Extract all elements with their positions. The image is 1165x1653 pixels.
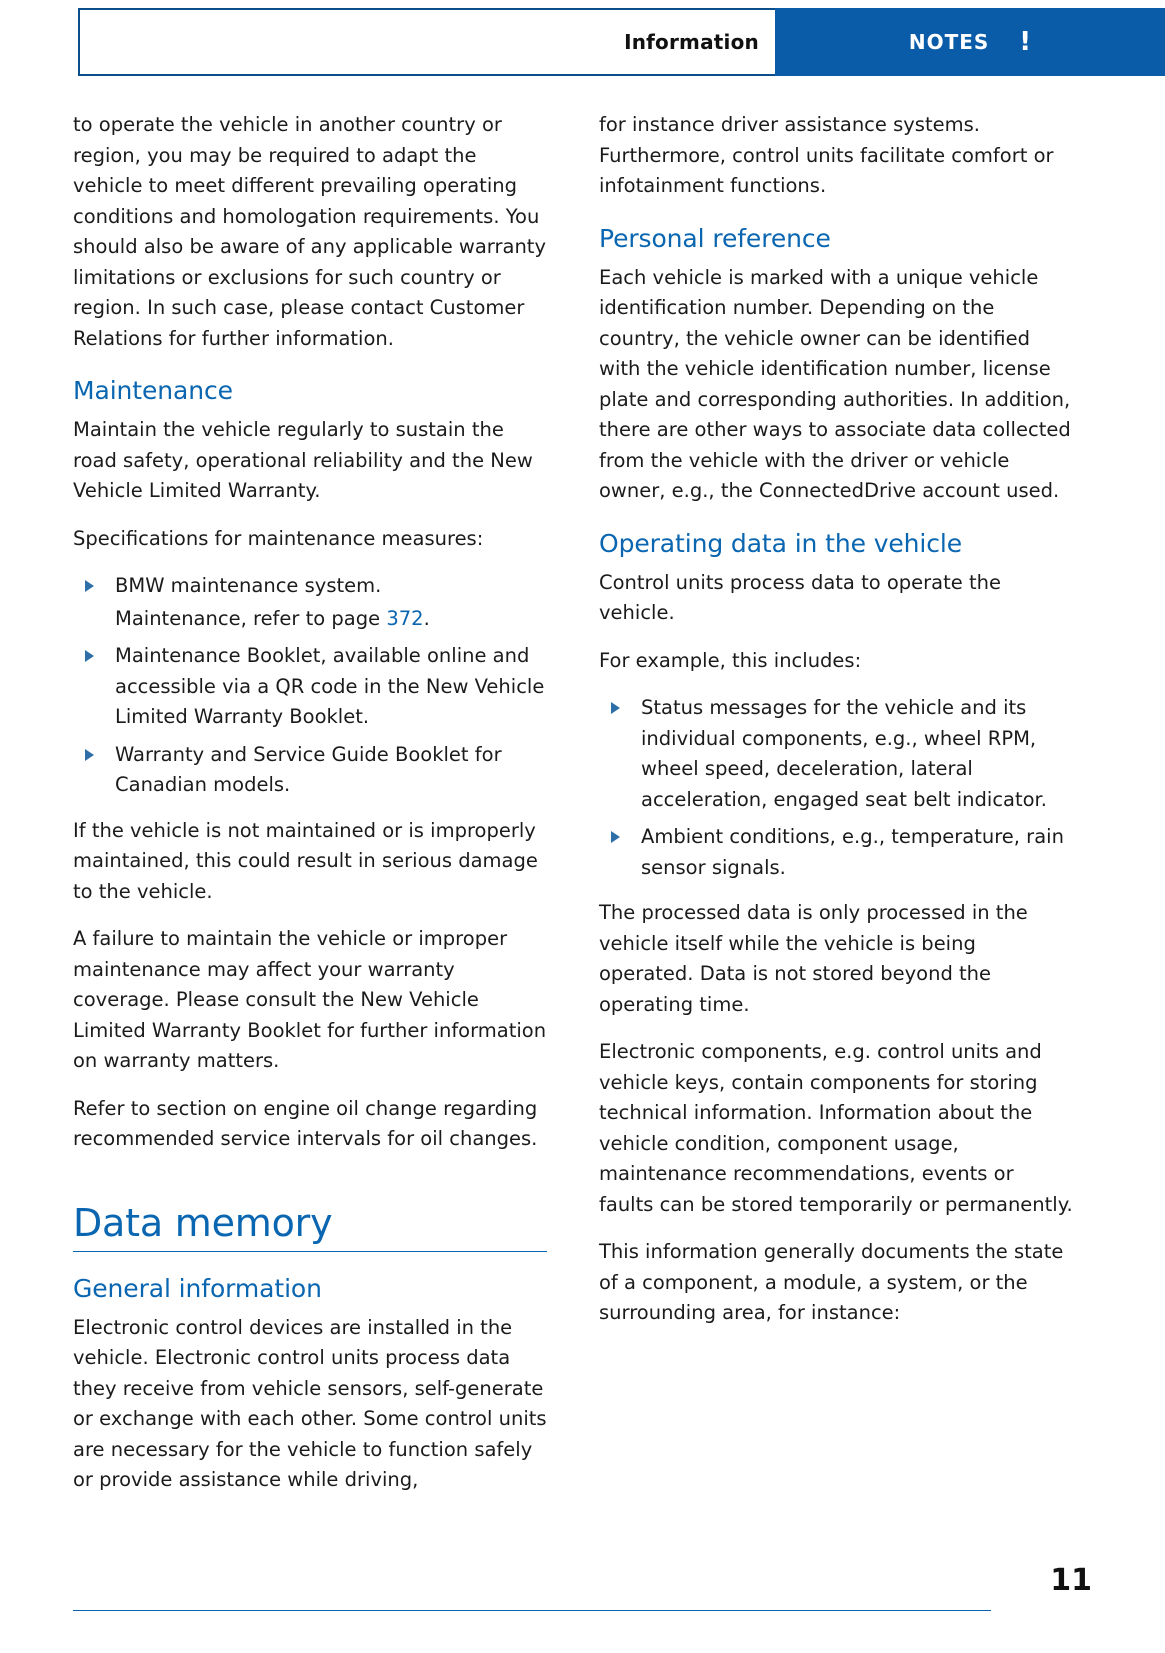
list-item (73, 740, 547, 801)
continuation-paragraph: for instance driver assistance systems. Furthermore, control units facilitate comfort or infotainment functions. (599, 113, 1054, 197)
exclamation-icon: ! (1019, 27, 1032, 57)
maintenance-paragraph-1: Maintain the vehicle regularly to sustain the road safety, operational reliability and the New Vehicle Limited Warranty. (73, 418, 533, 502)
maintenance-paragraph-2: Specifications for maintenance measures: (73, 526, 484, 550)
chapter-heading-data-memory: Data memory (73, 1200, 333, 1245)
page-number: 11 (1050, 1563, 1092, 1598)
maintenance-paragraph-3: If the vehicle is not maintained or is improperly maintained, this could result in serious damage to the vehicle. (73, 818, 538, 903)
list-item-label: Warranty and Service Guide Booklet for Canadian models. (115, 742, 502, 796)
maintenance-paragraph-5: Refer to section on engine oil change regarding recommended service intervals for oil changes. (73, 1096, 538, 1150)
triangle-bullet-icon (85, 580, 94, 592)
heading-maintenance: Maintenance (73, 376, 233, 405)
list-item (599, 693, 1073, 815)
heading-operating-data: Operating data in the vehicle (599, 528, 963, 558)
page-header (78, 8, 1165, 76)
notes-label: NOTES (908, 30, 990, 54)
chapter-divider (73, 1251, 547, 1252)
list-item-label: BMW maintenance system. (115, 574, 382, 597)
notes-banner (775, 8, 1165, 76)
maintenance-ref-prefix: Maintenance, refer to page (115, 606, 387, 630)
heading-personal-reference: Personal reference (599, 223, 831, 253)
operating-data-paragraph-2: For example, this includes: (599, 648, 862, 672)
list-item-label: Ambient conditions, e.g., temperature, rain sensor signals. (641, 825, 1064, 879)
list-item (599, 822, 1073, 883)
left-column (73, 110, 547, 1513)
list-item-label: Status messages for the vehicle and its individual components, e.g., wheel RPM, wheel speed, deceleration, lateral acceleration, engaged seat belt indicator. (641, 696, 1047, 811)
list-item (73, 641, 547, 733)
operating-data-paragraph-1: Control units process data to operate the vehicle. (599, 570, 1001, 624)
list-item-label: Maintenance Booklet, available online and accessible via a QR code in the New Vehicle Limited Warranty Booklet. (115, 644, 545, 728)
triangle-bullet-icon (611, 702, 620, 714)
header-section-box (78, 8, 775, 76)
personal-reference-paragraph-1: Each vehicle is marked with a unique vehicle identification number. Depending on the country, the vehicle owner can be identified with the vehicle identification number, license plate and corresponding authorities. In addition, there are other ways to associate data collected from the vehicle with the driver or vehicle owner, e.g., the ConnectedDrive account used. (599, 265, 1071, 502)
list-item (73, 571, 547, 634)
maintenance-ref-suffix: . (423, 606, 430, 630)
list-item-subline (115, 604, 547, 635)
operating-data-bullet-list (599, 693, 1073, 883)
operating-data-paragraph-4: Electronic components, e.g. control units and vehicle keys, contain components for storing technical information. Information about the vehicle condition, component usage, maintenance recommendations, events or faults can be stored temporarily or permanently. (599, 1040, 1073, 1216)
general-information-paragraph-1: Electronic control devices are installed in the vehicle. Electronic control units process data they receive from vehicle sensors, self-generate or exchange with each other. Some control units are necessary for the vehicle to function safely or provide assistance while driving, (73, 1315, 547, 1491)
intro-paragraph: to operate the vehicle in another country or region, you may be required to adapt the vehicle to meet different prevailing operating conditions and homologation requirements. You should also be aware of any applicable warranty limitations or exclusions for such country or region. In such case, please contact Customer Relations for further information. (73, 113, 546, 350)
page-title: Information (624, 30, 759, 54)
triangle-bullet-icon (85, 650, 94, 662)
page-body (73, 110, 1073, 1513)
right-column (599, 110, 1073, 1513)
maintenance-bullet-list (73, 571, 547, 801)
triangle-bullet-icon (85, 749, 94, 761)
operating-data-paragraph-3: The processed data is only processed in the vehicle itself while the vehicle is being operated. Data is not stored beyond the operating time. (599, 901, 1028, 1016)
footer-divider (73, 1610, 991, 1611)
operating-data-paragraph-5: This information generally documents the state of a component, a module, a system, or the surrounding area, for instance: (599, 1240, 1064, 1324)
heading-general-information: General information (73, 1273, 322, 1303)
triangle-bullet-icon (611, 831, 620, 843)
maintenance-paragraph-4: A failure to maintain the vehicle or improper maintenance may affect your warranty coverage. Please consult the New Vehicle Limited Warranty Booklet for further information on warranty matters. (73, 927, 547, 1072)
page-reference-link[interactable]: 372 (386, 606, 424, 630)
